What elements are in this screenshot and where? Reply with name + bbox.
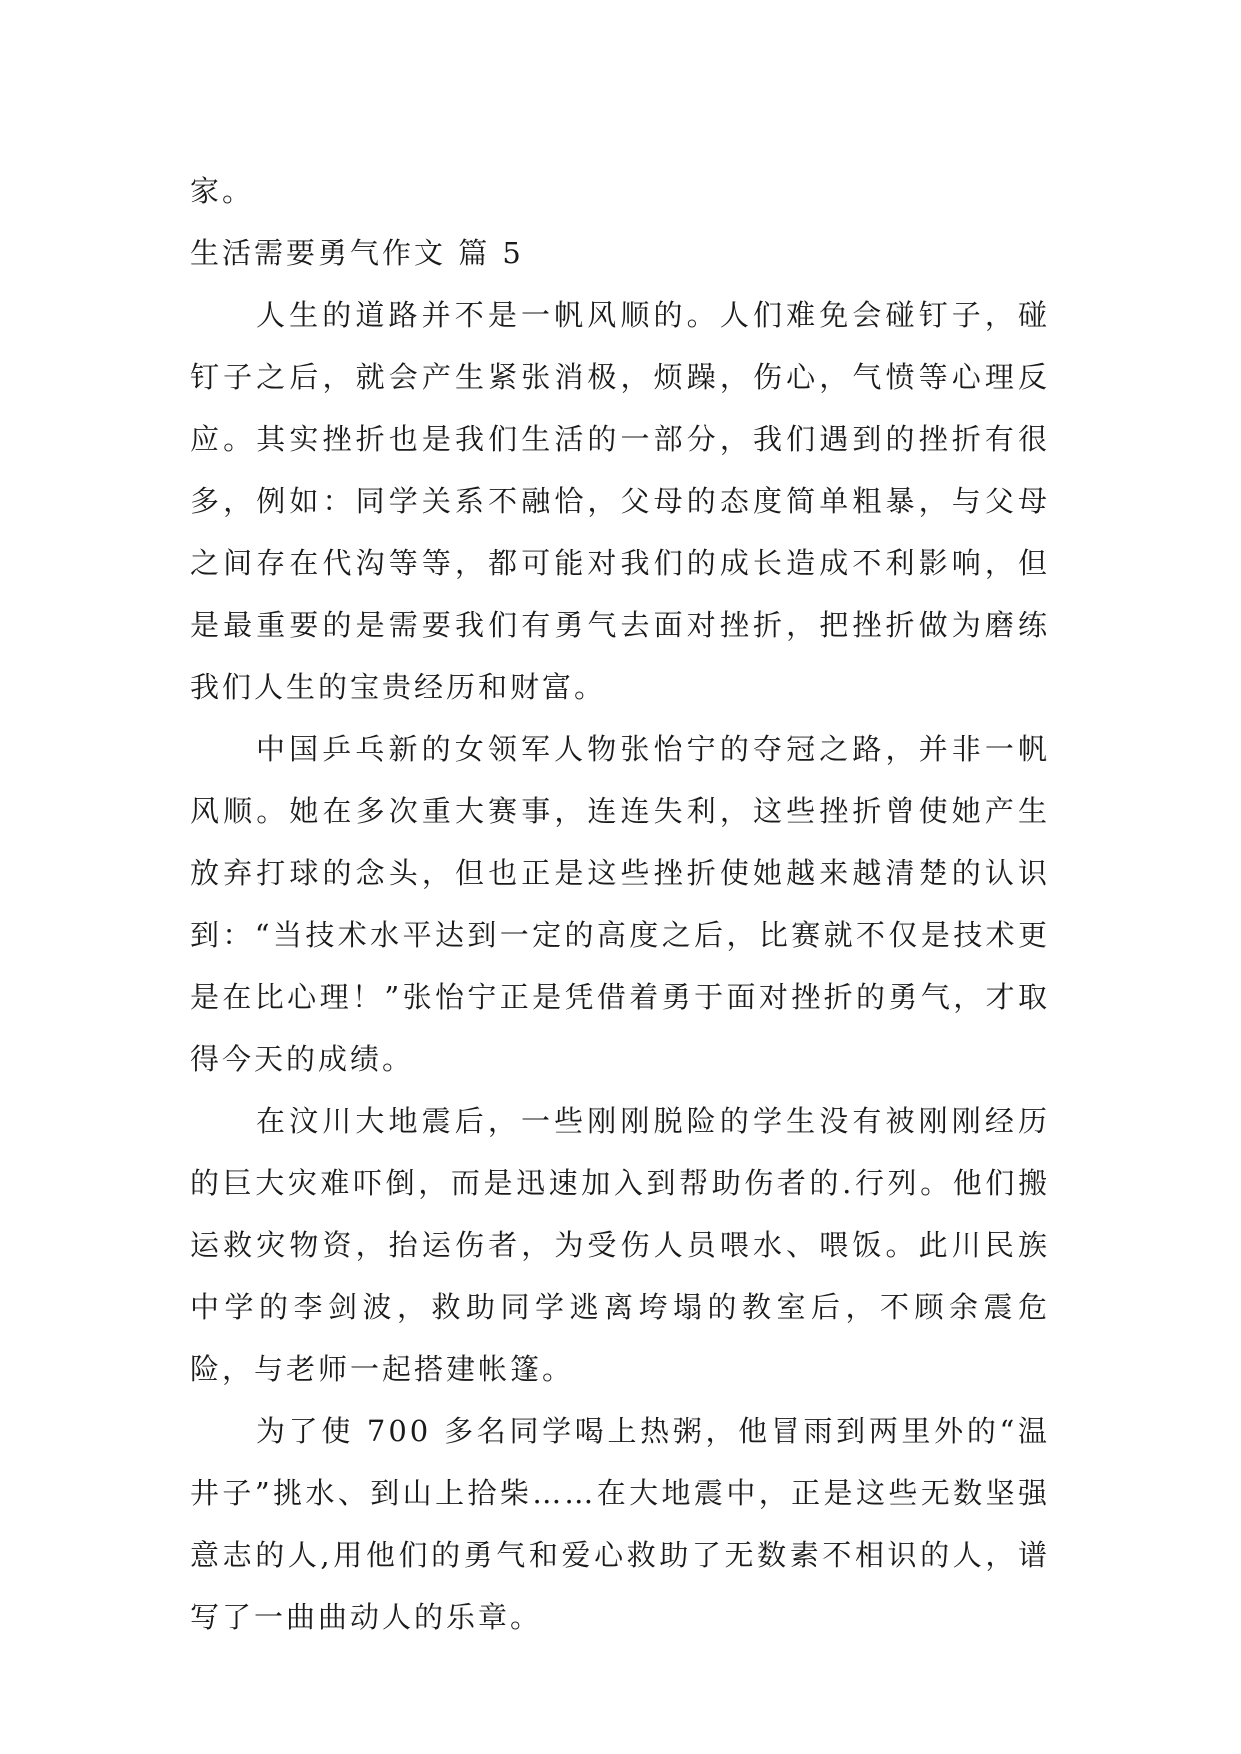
paragraph: 人生的道路并不是一帆风顺的。人们难免会碰钉子，碰钉子之后，就会产生紧张消极，烦躁，伤心，气愤等心理反应。其实挫折也是我们生活的一部分，我们遇到的挫折有很多，例如：同学关系不融恰，父母的态度简单粗暴，与父母之间存在代沟等等，都可能对我们的成长造成不利影响，但是最重要的是需要我们有勇气去面对挫折，把挫折做为磨练我们人生的宝贵经历和财富。 [190, 298, 1050, 704]
document-body [190, 160, 1050, 1648]
paragraph: 为了使 700 多名同学喝上热粥，他冒雨到两里外的“温井子”挑水、到山上拾柴……在大地震中，正是这些无数坚强意志的人,用他们的勇气和爱心救助了无数素不相识的人，谱写了一曲曲动人的乐章。 [190, 1414, 1050, 1634]
carryover-text: 家。 [190, 174, 255, 208]
paragraph: 在汶川大地震后，一些刚刚脱险的学生没有被刚刚经历的巨大灾难吓倒，而是迅速加入到帮助伤者的.行列。他们搬运救灾物资，抬运伤者，为受伤人员喂水、喂饭。此川民族中学的李剑波，救助同学逃离垮塌的教室后，不顾余震危险，与老师一起搭建帐篷。 [190, 1104, 1050, 1386]
paragraph: 中国乒乓新的女领军人物张怡宁的夺冠之路，并非一帆风顺。她在多次重大赛事，连连失利，这些挫折曾使她产生放弃打球的念头，但也正是这些挫折使她越来越清楚的认识到：“当技术水平达到一定的高度之后，比赛就不仅是技术更是在比心理！”张怡宁正是凭借着勇于面对挫折的勇气，才取得今天的成绩。 [190, 732, 1050, 1076]
essay-heading: 生活需要勇气作文 篇 5 [190, 236, 524, 270]
